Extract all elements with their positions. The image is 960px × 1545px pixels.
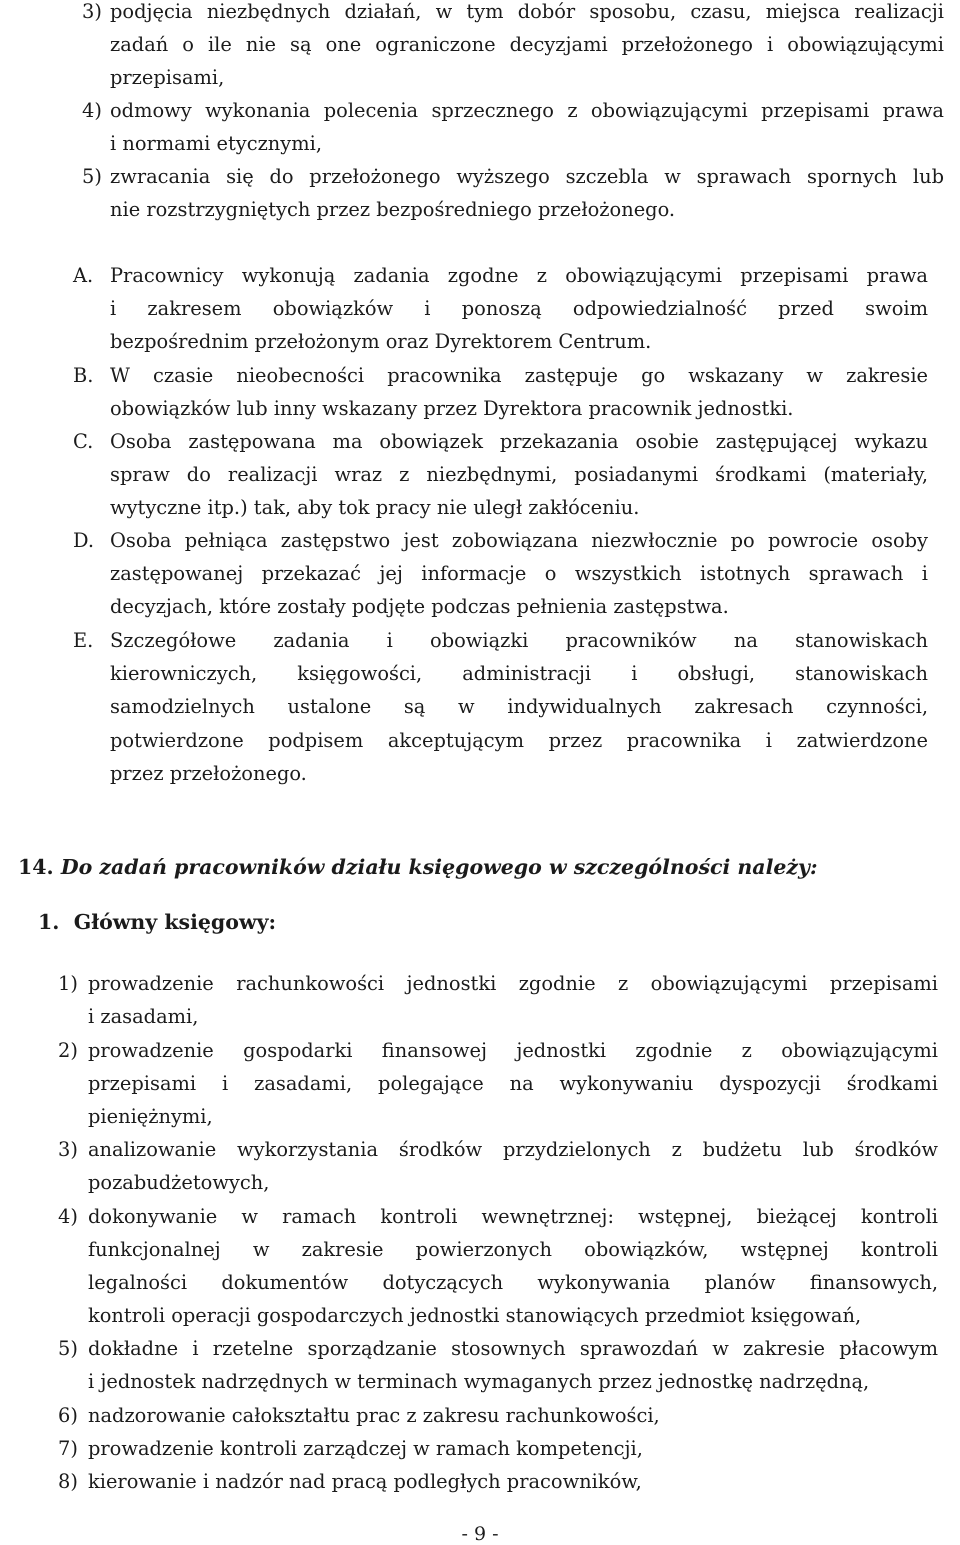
item-text-line: nadzorowanie całokształtu prac z zakresu rachunkowości, — [88, 1404, 660, 1427]
item-text-line: dokonywanie w ramach kontroli wewnętrznej: wstępnej, bieżącej kontroli — [88, 1205, 938, 1228]
item-label: 3) — [82, 0, 102, 23]
item-label: 7) — [58, 1437, 78, 1460]
item-text-line: samodzielnych ustalone są w indywidualnych zakresach czynności, — [110, 695, 928, 718]
item-text-line: kontroli operacji gospodarczych jednostki stanowiących przedmiot księgowań, — [88, 1304, 862, 1327]
item-text-line: dokładne i rzetelne sporządzanie stosownych sprawozdań w zakresie płacowym — [88, 1337, 938, 1360]
item-text-line: Osoba pełniąca zastępstwo jest zobowiązana niezwłocznie po powrocie osoby — [110, 529, 928, 552]
subsection-title: Główny księgowy: — [73, 910, 277, 934]
item-label: B. — [73, 364, 94, 387]
item-label: 4) — [58, 1205, 78, 1228]
item-text-line: odmowy wykonania polecenia sprzecznego z obowiązującymi przepisami prawa — [110, 99, 944, 122]
item-text-line: obowiązków lub inny wskazany przez Dyrektora pracownik jednostki. — [110, 397, 794, 420]
item-label: E. — [73, 629, 94, 652]
item-text-line: prowadzenie rachunkowości jednostki zgodnie z obowiązującymi przepisami — [88, 972, 938, 995]
item-label: 4) — [82, 99, 102, 122]
subsection-number: 1. — [38, 910, 60, 934]
item-label: 8) — [58, 1470, 78, 1493]
section-number: 14. — [18, 855, 54, 879]
item-text-line: zastępowanej przekazać jej informacje o wszystkich istotnych sprawach i — [110, 562, 928, 585]
item-text-line: i jednostek nadrzędnych w terminach wymaganych przez jednostkę nadrzędną, — [88, 1370, 870, 1393]
item-text-line: Szczegółowe zadania i obowiązki pracowników na stanowiskach — [110, 629, 928, 652]
item-text-line: prowadzenie kontroli zarządczej w ramach kompetencji, — [88, 1437, 643, 1460]
item-label: A. — [73, 264, 94, 287]
item-text-line: kierowniczych, księgowości, administracji i obsługi, stanowiskach — [110, 662, 928, 685]
item-label: 5) — [82, 165, 102, 188]
item-text-line: prowadzenie gospodarki finansowej jednostki zgodnie z obowiązującymi — [88, 1039, 938, 1062]
page-number: - 9 - — [461, 1523, 499, 1545]
item-label: 3) — [58, 1138, 78, 1161]
item-text-line: Osoba zastępowana ma obowiązek przekazania osobie zastępującej wykazu — [110, 430, 928, 453]
item-label: 6) — [58, 1404, 78, 1427]
item-text-line: analizowanie wykorzystania środków przydzielonych z budżetu lub środków — [88, 1138, 938, 1161]
item-text-line: zwracania się do przełożonego wyższego szczebla w sprawach spornych lub — [110, 165, 944, 188]
item-text-line: spraw do realizacji wraz z niezbędnymi, posiadanymi środkami (materiały, — [110, 463, 928, 486]
section-title: Do zadań pracowników działu księgowego w szczególności należy: — [60, 855, 818, 879]
item-text-line: funkcjonalnej w zakresie powierzonych obowiązków, wstępnej kontroli — [88, 1238, 938, 1261]
item-label: 1) — [58, 972, 78, 995]
item-label: D. — [73, 529, 95, 552]
item-text-line: wytyczne itp.) tak, aby tok pracy nie uległ zakłóceniu. — [110, 496, 640, 519]
item-text-line: W czasie nieobecności pracownika zastępuje go wskazany w zakresie — [110, 364, 928, 387]
item-text-line: i zakresem obowiązków i ponoszą odpowiedzialność przed swoim — [110, 297, 928, 320]
item-text-line: decyzjach, które zostały podjęte podczas pełnienia zastępstwa. — [110, 595, 729, 618]
item-text-line: i zasadami, — [88, 1005, 199, 1028]
item-text-line: Pracownicy wykonują zadania zgodne z obowiązującymi przepisami prawa — [110, 264, 928, 287]
item-text-line: podjęcia niezbędnych działań, w tym dobór sposobu, czasu, miejsca realizacji — [110, 0, 944, 23]
item-label: C. — [73, 430, 94, 453]
item-text-line: przepisami, — [110, 66, 225, 89]
item-label: 5) — [58, 1337, 78, 1360]
item-text-line: pieniężnymi, — [88, 1105, 213, 1128]
item-text-line: nie rozstrzygniętych przez bezpośredniego przełożonego. — [110, 198, 676, 221]
section-heading — [18, 855, 818, 879]
item-text-line: pozabudżetowych, — [88, 1171, 270, 1194]
item-text-line: i normami etycznymi, — [110, 132, 322, 155]
subsection-heading — [38, 910, 276, 934]
item-text-line: bezpośrednim przełożonym oraz Dyrektorem Centrum. — [110, 330, 652, 353]
item-text-line: zadań o ile nie są one ograniczone decyzjami przełożonego i obowiązującymi — [110, 33, 944, 56]
item-text-line: przepisami i zasadami, polegające na wykonywaniu dyspozycji środkami — [88, 1072, 938, 1095]
item-text-line: kierowanie i nadzór nad pracą podległych pracowników, — [88, 1470, 642, 1493]
item-text-line: potwierdzone podpisem akceptującym przez pracownika i zatwierdzone — [110, 729, 928, 752]
item-label: 2) — [58, 1039, 78, 1062]
item-text-line: legalności dokumentów dotyczących wykonywania planów finansowych, — [88, 1271, 938, 1294]
item-text-line: przez przełożonego. — [110, 762, 307, 785]
